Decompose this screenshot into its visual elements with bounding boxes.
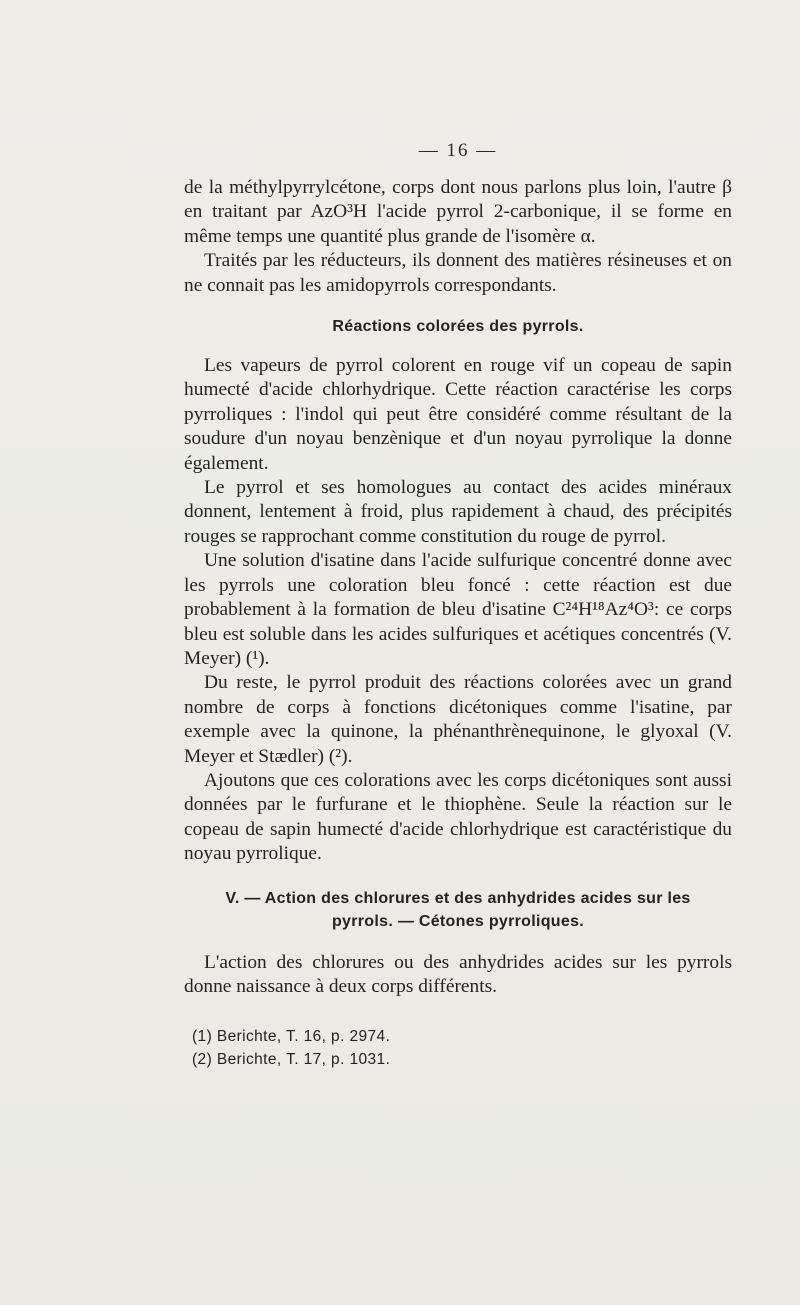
paragraph-section-4: Du reste, le pyrrol produit des réactions colorées avec un grand nombre de corps à fonctions dicétoniques comme l'isatine, par exemple avec la quinone, la phénanthrènequinone, le glyoxal (V. Meyer et Stædler) (²). <box>184 672 732 767</box>
chapter-heading-line-1: V. — Action des chlorures et des anhydrides acides sur les <box>225 889 691 907</box>
chapter-heading <box>184 887 732 933</box>
paragraph-intro-2: Traités par les réducteurs, ils donnent des matières résineuses et on ne connait pas les amidopyrrols correspondants. <box>184 250 732 296</box>
section-heading: Réactions colorées des pyrrols. <box>332 318 584 336</box>
paragraph-section-5: Ajoutons que ces colorations avec les corps dicétoniques sont aussi données par le furfurane et le thiophène. Seule la réaction sur le copeau de sapin humecté d'acide chlorhydrique est caractéristique du noyau pyrrolique. <box>184 769 732 865</box>
chapter-heading-line-2: pyrrols. — Cétones pyrroliques. <box>331 912 585 930</box>
paragraph-chapter-1: L'action des chlorures ou des anhydrides acides sur les pyrrols donne naissance à deux corps différents. <box>184 951 732 997</box>
paragraph-intro-1: de la méthylpyrrylcétone, corps dont nous parlons plus loin, l'autre β en traitant par AzO³H l'acide pyrrol 2-carbonique, il se forme en même temps une quantité plus grande de l'isomère α. <box>184 177 732 247</box>
paragraph-section-1: Les vapeurs de pyrrol colorent en rouge vif un copeau de sapin humecté d'acide chlorhydrique. Cette réaction caractérise les corps pyrroliques : l'indol qui peut être considéré comme résultant de la soudure d'un noyau benzènique et d'un noyau pyrrolique la donne également. <box>184 355 732 474</box>
paragraph-section-3: Une solution d'isatine dans l'acide sulfurique concentré donne avec les pyrrols une coloration bleu foncé : cette réaction est due probablement à la formation de bleu d'isatine C²⁴H¹⁸Az⁴O³: ce corps bleu est soluble dans les acides sulfuriques et acétiques concentrés (V. Meyer) (¹). <box>184 550 732 669</box>
page-number: — 16 — <box>418 140 498 161</box>
footnote-2: (2) Berichte, T. 17, p. 1031. <box>192 1051 391 1069</box>
footnote-1: (1) Berichte, T. 16, p. 2974. <box>192 1028 391 1046</box>
paragraph-section-2: Le pyrrol et ses homologues au contact des acides minéraux donnent, lentement à froid, plus rapidement à chaud, des précipités rouges se rapprochant comme constitution du rouge de pyrrol. <box>184 477 732 547</box>
footnotes <box>192 1025 732 1071</box>
text-block <box>184 140 732 1071</box>
